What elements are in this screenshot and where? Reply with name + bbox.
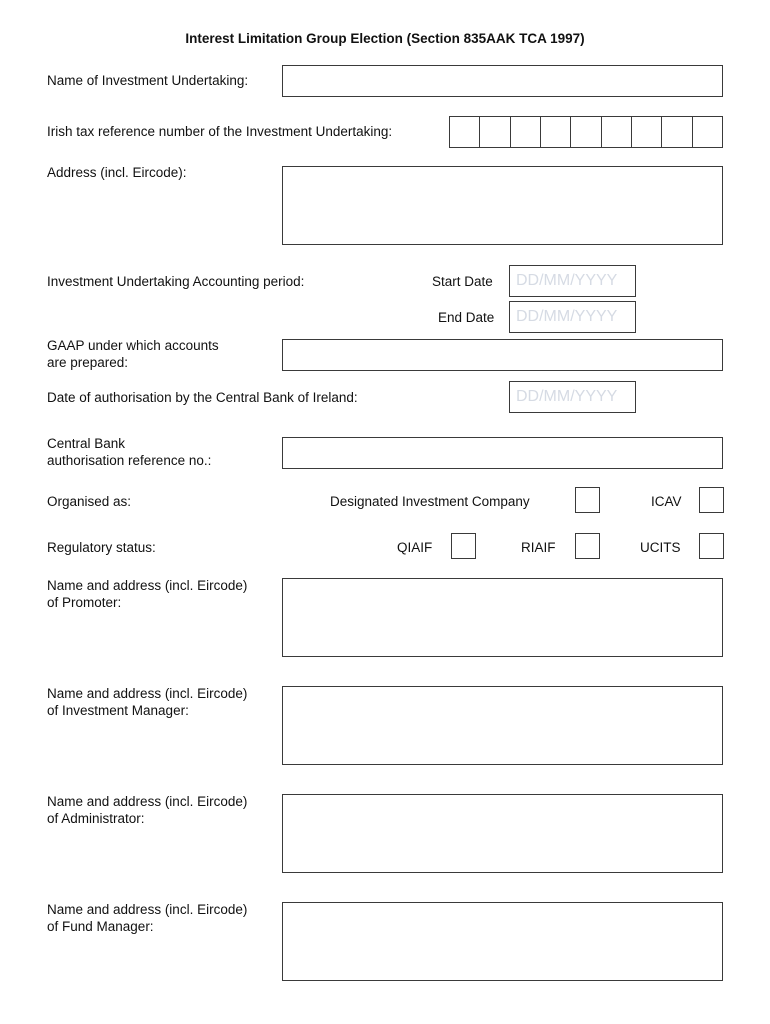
- end-date-label: End Date: [438, 310, 495, 325]
- ucits-checkbox[interactable]: [699, 533, 724, 559]
- qiaif-option-label: QIAIF: [397, 540, 433, 555]
- gaap-input[interactable]: [282, 339, 723, 371]
- taxref-cell[interactable]: [480, 117, 510, 147]
- taxref-cell[interactable]: [632, 117, 662, 147]
- administrator-label-line2: of Administrator:: [47, 811, 145, 826]
- fund-manager-label-line2: of Fund Manager:: [47, 919, 154, 934]
- dic-option-label: Designated Investment Company: [330, 494, 530, 509]
- manager-label-line2: of Investment Manager:: [47, 703, 189, 718]
- administrator-label-line1: Name and address (incl. Eircode): [47, 794, 248, 809]
- auth-date-label: Date of authorisation by the Central Bank of Ireland:: [47, 390, 358, 405]
- promoter-label-line1: Name and address (incl. Eircode): [47, 578, 248, 593]
- taxref-cell[interactable]: [693, 117, 722, 147]
- icav-checkbox[interactable]: [699, 487, 724, 513]
- address-input[interactable]: [282, 166, 723, 245]
- start-date-input[interactable]: DD/MM/YYYY: [509, 265, 636, 297]
- start-date-label: Start Date: [432, 274, 493, 289]
- taxref-cell[interactable]: [571, 117, 601, 147]
- regulatory-label: Regulatory status:: [47, 540, 156, 555]
- taxref-cell[interactable]: [450, 117, 480, 147]
- gaap-label-line2: are prepared:: [47, 355, 129, 370]
- cb-ref-label-line2: authorisation reference no.:: [47, 453, 212, 468]
- gaap-label-line1: GAAP under which accounts: [47, 338, 219, 353]
- riaif-checkbox[interactable]: [575, 533, 600, 559]
- icav-option-label: ICAV: [651, 494, 682, 509]
- taxref-cell[interactable]: [541, 117, 571, 147]
- address-label: Address (incl. Eircode):: [47, 165, 187, 180]
- organised-label: Organised as:: [47, 494, 132, 509]
- dic-checkbox[interactable]: [575, 487, 600, 513]
- administrator-input[interactable]: [282, 794, 723, 873]
- taxref-cell[interactable]: [662, 117, 692, 147]
- qiaif-checkbox[interactable]: [451, 533, 476, 559]
- promoter-label-line2: of Promoter:: [47, 595, 122, 610]
- name-input[interactable]: [282, 65, 723, 97]
- taxref-cell[interactable]: [511, 117, 541, 147]
- page-title: Interest Limitation Group Election (Section 835AAK TCA 1997): [185, 31, 585, 46]
- riaif-option-label: RIAIF: [521, 540, 556, 555]
- taxref-cell[interactable]: [602, 117, 632, 147]
- fund-manager-input[interactable]: [282, 902, 723, 981]
- ucits-option-label: UCITS: [640, 540, 681, 555]
- end-date-input[interactable]: DD/MM/YYYY: [509, 301, 636, 333]
- auth-date-input[interactable]: DD/MM/YYYY: [509, 381, 636, 413]
- taxref-input[interactable]: [449, 116, 723, 148]
- cb-ref-input[interactable]: [282, 437, 723, 469]
- promoter-input[interactable]: [282, 578, 723, 657]
- accounting-period-label: Investment Undertaking Accounting period:: [47, 274, 305, 289]
- cb-ref-label-line1: Central Bank: [47, 436, 126, 451]
- fund-manager-label-line1: Name and address (incl. Eircode): [47, 902, 248, 917]
- taxref-label: Irish tax reference number of the Investment Undertaking:: [47, 124, 393, 139]
- name-label: Name of Investment Undertaking:: [47, 73, 249, 88]
- manager-label-line1: Name and address (incl. Eircode): [47, 686, 248, 701]
- manager-input[interactable]: [282, 686, 723, 765]
